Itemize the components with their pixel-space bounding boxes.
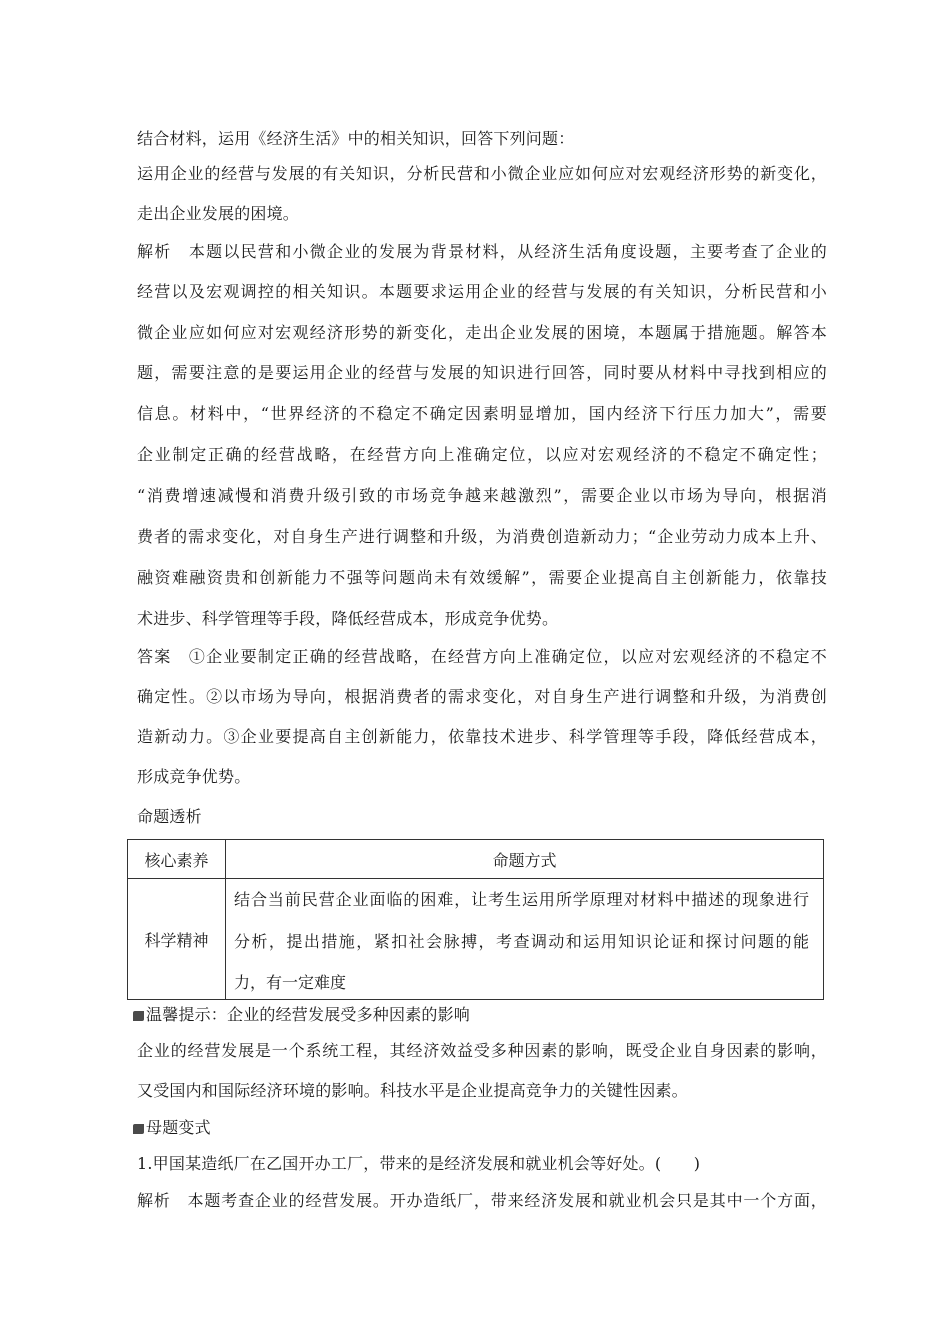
table-header-core: 核心素养 [128, 840, 226, 879]
tip-line: 企业的经营发展是一个系统工程，其经济效益受多种因素的影响，既受企业自身因素的影响， [137, 1041, 827, 1060]
answer-line: 造新动力。③企业要提高自主创新能力，依靠技术进步、科学管理等手段，降低经营成本， [137, 727, 827, 746]
tip-heading [133, 1004, 823, 1026]
intro-line: 走出企业发展的困境。 [137, 204, 300, 223]
table-header-method: 命题方式 [226, 840, 824, 879]
analysis-line: “消费增速减慢和消费升级引致的市场竞争越来越激烈”，需要企业以市场为导向，根据消 [137, 486, 827, 505]
answer-line: 形成竞争优势。 [137, 767, 251, 786]
variant-heading [133, 1117, 823, 1139]
analysis-line: 信息。材料中，“世界经济的不稳定不确定因素明显增加，国内经济下行压力加大”，需要 [137, 404, 827, 423]
table-title: 命题透析 [137, 807, 202, 826]
analysis-line: 经营以及宏观调控的相关知识。本题要求运用企业的经营与发展的有关知识，分析民营和小 [137, 282, 827, 301]
analysis-line: 解析 本题以民营和小微企业的发展为背景材料，从经济生活角度设题，主要考查了企业的 [137, 242, 827, 261]
table-content-line: 力，有一定难度 [234, 973, 347, 992]
intro-line: 运用企业的经营与发展的有关知识，分析民营和小微企业应如何应对宏观经济形势的新变化， [137, 164, 827, 183]
answer-line: 确定性。②以市场为导向，根据消费者的需求变化，对自身生产进行调整和升级，为消费创 [137, 687, 827, 706]
analysis-table [127, 839, 824, 1000]
tip-line: 又受国内和国际经济环境的影响。科技水平是企业提高竞争力的关键性因素。 [137, 1081, 688, 1100]
table-row-content [226, 879, 824, 1000]
analysis-line: 融资难融资贵和创新能力不强等问题尚未有效缓解”，需要企业提高自主创新能力，依靠技 [137, 568, 827, 587]
analysis-line: 术进步、科学管理等手段，降低经营成本，形成竞争优势。 [137, 609, 559, 628]
analysis-line: 题，需要注意的是要运用企业的经营与发展的知识进行回答，同时要从材料中寻找到相应的 [137, 363, 827, 382]
analysis-line: 企业制定正确的经营战略，在经营方向上准确定位，以应对宏观经济的不稳定不确定性； [137, 445, 827, 464]
variant-question: 1.甲国某造纸厂在乙国开办工厂，带来的是经济发展和就业机会等好处。( ) [137, 1154, 701, 1173]
variant-heading-text: 母题变式 [146, 1118, 211, 1137]
table-content-line: 结合当前民营企业面临的困难，让考生运用所学原理对材料中描述的现象进行 [234, 890, 809, 909]
tip-heading-text: 温馨提示：企业的经营发展受多种因素的影响 [146, 1005, 471, 1024]
table-row-label: 科学精神 [128, 879, 226, 1000]
variant-analysis: 解析 本题考查企业的经营发展。开办造纸厂，带来经济发展和就业机会只是其中一个方面， [137, 1191, 827, 1210]
analysis-line: 费者的需求变化，对自身生产进行调整和升级，为消费创造新动力；“企业劳动力成本上升、 [137, 527, 827, 546]
analysis-line: 微企业应如何应对宏观经济形势的新变化，走出企业发展的困境，本题属于措施题。解答本 [137, 323, 827, 342]
section-marker-icon [133, 1124, 144, 1134]
table-content-line: 分析，提出措施，紧扣社会脉搏，考查调动和运用知识论证和探讨问题的能 [234, 932, 809, 951]
answer-line: 答案 ①企业要制定正确的经营战略，在经营方向上准确定位，以应对宏观经济的不稳定不 [137, 647, 827, 666]
section-marker-icon [133, 1011, 144, 1021]
intro-line: 结合材料，运用《经济生活》中的相关知识，回答下列问题： [137, 129, 575, 148]
